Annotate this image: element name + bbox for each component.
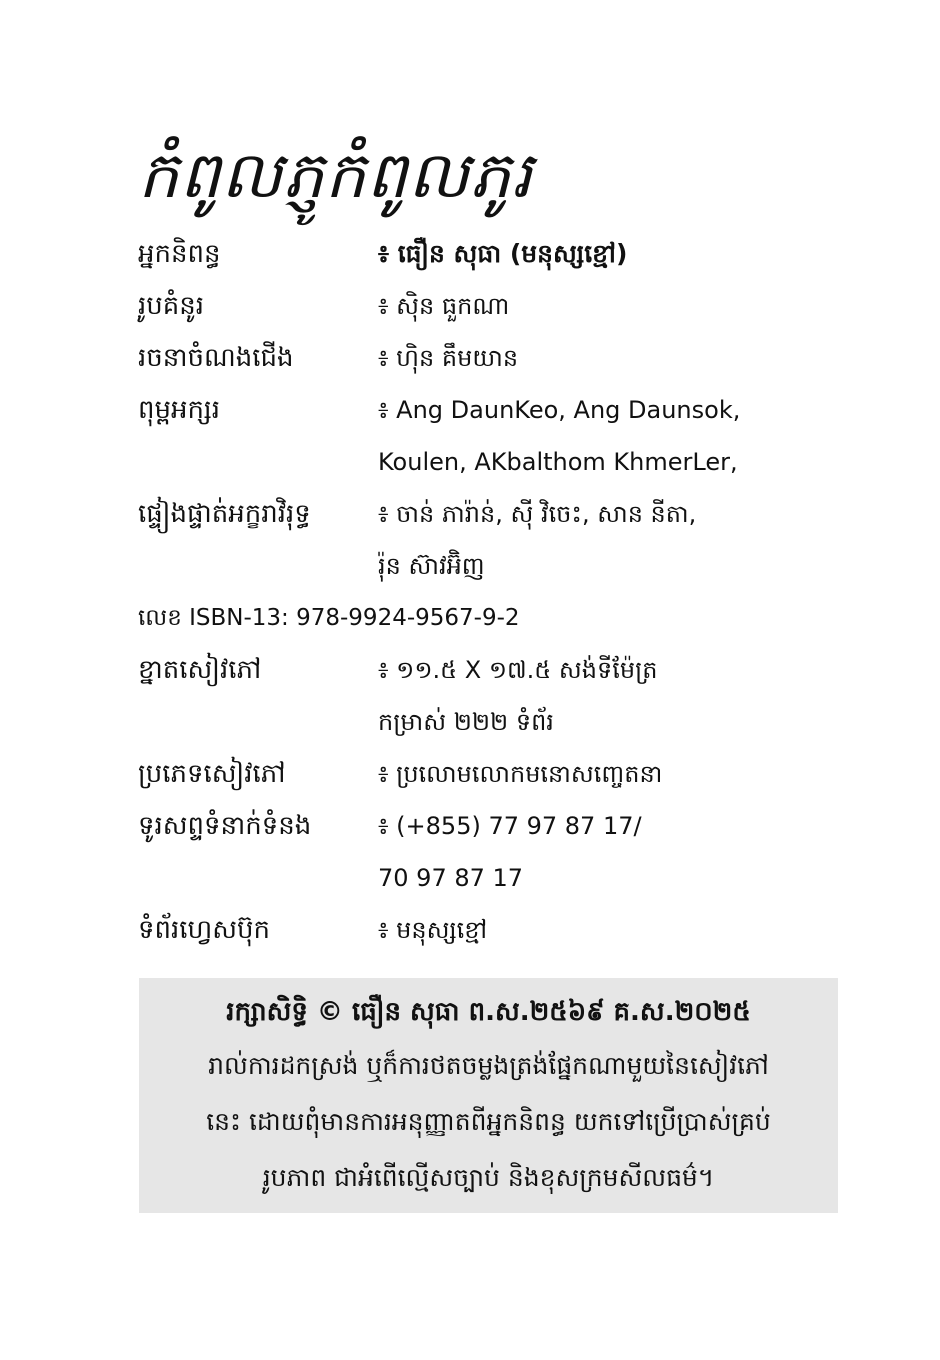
info-row-proofreading (138, 488, 838, 592)
info-value: ៖ ស៊ិន ធួកណា (378, 292, 510, 320)
info-label: រូបគំនូរ (138, 291, 205, 321)
copyright-title: រក្សាសិទ្ធិ © ធឿន សុធា ព.ស.២៥៦៩ គ.ស.២០២៥ (226, 997, 751, 1027)
info-label: អ្នកនិពន្ធ (138, 239, 221, 269)
info-label: ពុម្ពអក្សរ (138, 395, 221, 425)
info-label: ទំព័រហ្វេសប៊ុក (138, 915, 271, 945)
copyright-line: រូបភាព ជាអំពើល្មើសច្បាប់ និងខុសក្រមសីលធម៌។ (262, 1163, 715, 1192)
info-value: Koulen, AKbalthom KhmerLer, (378, 448, 738, 476)
info-value: ៖ ហ៊ិន គឹមយាន (378, 344, 519, 372)
info-label: រចនាចំណងជើង (138, 343, 294, 373)
info-value: ៖ ធឿន សុធា (មនុស្សខ្មៅ) (378, 239, 628, 268)
copyright-line: រាល់ការដកស្រង់ ឬក៏ការថតចម្លងត្រង់ផ្នែកណាមួយនៃសៀវភៅ (208, 1051, 769, 1080)
info-row-genre (138, 748, 838, 800)
isbn-number: លេខ ISBN-13: 978-9924-9567-9-2 (138, 605, 520, 631)
info-value: 70 97 87 17 (378, 864, 524, 892)
book-title: កំពូលភ្ញូកំពូលភូរ (138, 139, 533, 213)
info-value: ៖ ១១.៥ X ១៧.៥ សង់ទីម៉ែត្រ (378, 656, 658, 684)
info-row-facebook (138, 904, 838, 956)
info-value: ៖ ចាន់ ភារ៉ាន់, ស៊ី វិចេះ, សាន នីតា, (378, 500, 697, 528)
info-label: ផ្ទៀងផ្ទាត់អក្ខរាវិរុទ្ធ (138, 499, 311, 529)
info-value: ៖ Ang DaunKeo, Ang Daunsok, (378, 396, 741, 424)
info-value: ៖ មនុស្សខ្មៅ (378, 916, 488, 944)
info-row-author (138, 228, 838, 280)
info-value: ៖ ប្រលោមលោកមនោសញ្ចេតនា (378, 760, 663, 788)
book-info (138, 228, 838, 956)
info-value: កម្រាស់ ២២២ ទំព័រ (378, 708, 554, 736)
info-row-fonts (138, 384, 838, 488)
info-value: ៖ (+855) 77 97 87 17/ (378, 812, 642, 840)
info-label: ប្រភេទសៀវភៅ (138, 759, 286, 789)
info-row-phone (138, 800, 838, 904)
info-row-book-size (138, 644, 838, 748)
info-label: ទូរសព្ទទំនាក់ទំនង (138, 811, 312, 841)
info-row-illustrator (138, 280, 838, 332)
info-value: រ៉ុន ស៊ាវអ៊ិញ (378, 552, 485, 580)
copyright-notice-box (139, 978, 838, 1213)
info-label: ខ្នាតសៀវភៅ (138, 655, 262, 685)
copyright-line: នេះ ដោយពុំមានការអនុញ្ញាតពីអ្នកនិពន្ធ យកទៅប្រើប្រាស់គ្រប់ (206, 1107, 771, 1136)
info-row-title-design (138, 332, 838, 384)
